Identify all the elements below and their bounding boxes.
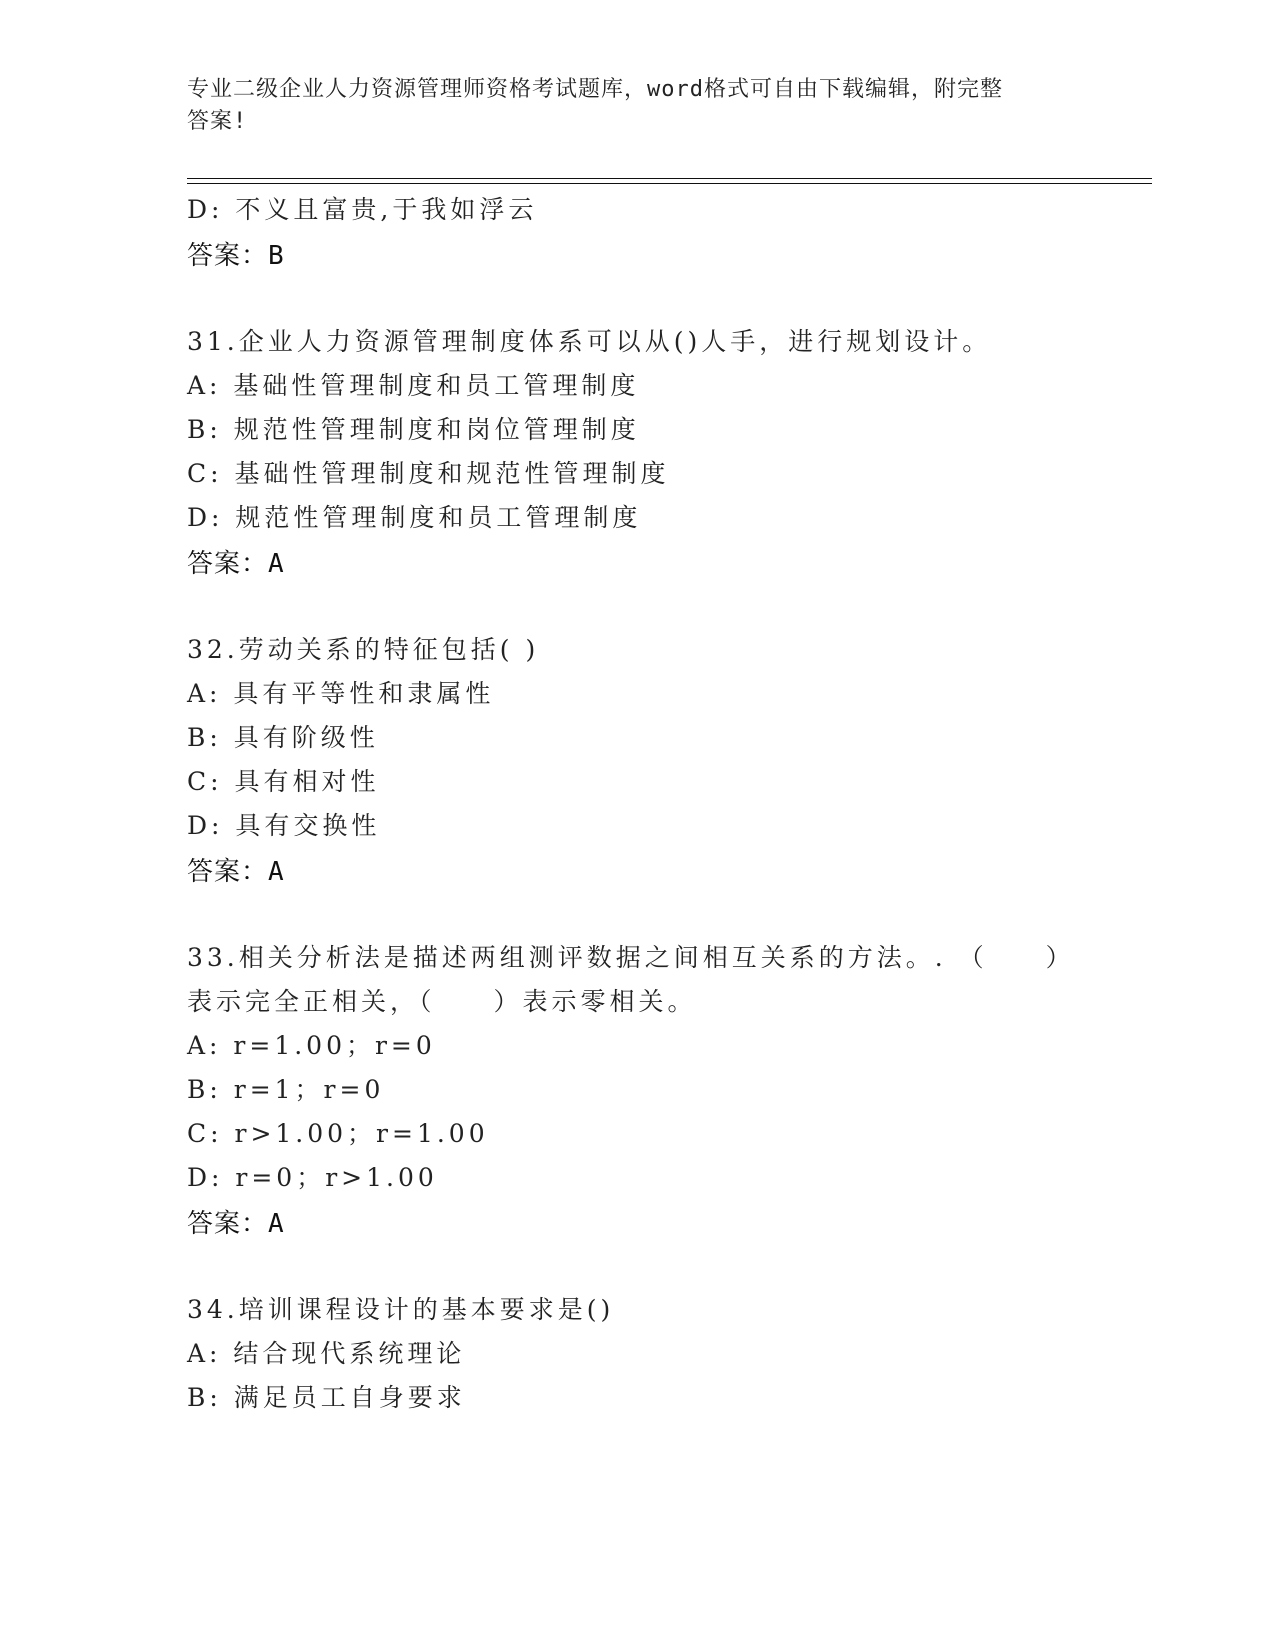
q31-option-c: C: 基础性管理制度和规范性管理制度	[187, 459, 670, 488]
q31-option-a: A: 基础性管理制度和员工管理制度	[187, 371, 640, 400]
q34-option-a: A: 结合现代系统理论	[187, 1339, 466, 1368]
q33-option-d: D: r=0；r>1.00	[187, 1163, 438, 1192]
q32-answer: 答案：A	[187, 857, 285, 887]
q33-question-line-2: 表示完全正相关，（ ）表示零相关。	[187, 987, 697, 1016]
q34-question: 34.培训课程设计的基本要求是()	[187, 1295, 615, 1324]
q33-option-b: B: r=1；r=0	[187, 1075, 385, 1104]
q32-option-d: D: 具有交换性	[187, 811, 381, 840]
q33-answer: 答案：A	[187, 1209, 285, 1239]
q32-question: 32.劳动关系的特征包括( )	[187, 635, 540, 664]
q33-option-c: C: r>1.00；r=1.00	[187, 1119, 489, 1148]
q34-option-b: B: 满足员工自身要求	[187, 1383, 466, 1412]
q33-question-line-1: 33.相关分析法是描述两组测评数据之间相互关系的方法。. （ ）	[187, 943, 1075, 972]
q32-option-c: C: 具有相对性	[187, 767, 380, 796]
q31-answer: 答案：A	[187, 549, 285, 579]
header-divider-bottom	[187, 183, 1152, 184]
q31-option-b: B: 规范性管理制度和岗位管理制度	[187, 415, 640, 444]
q33-option-a: A: r=1.00；r=0	[187, 1031, 436, 1060]
q32-option-b: B: 具有阶级性	[187, 723, 379, 752]
q31-option-d: D: 规范性管理制度和员工管理制度	[187, 503, 642, 532]
header-line-2: 答案!	[187, 109, 248, 134]
prev-option-d: D: 不义且富贵,于我如浮云	[187, 195, 538, 224]
q32-option-a: A: 具有平等性和隶属性	[187, 679, 495, 708]
document-header	[187, 74, 1087, 138]
prev-answer: 答案：B	[187, 241, 285, 271]
header-line-1: 专业二级企业人力资源管理师资格考试题库，word格式可自由下载编辑，附完整	[187, 77, 1003, 102]
q31-question: 31.企业人力资源管理制度体系可以从()人手，进行规划设计。	[187, 327, 992, 356]
header-divider-top	[187, 178, 1152, 179]
